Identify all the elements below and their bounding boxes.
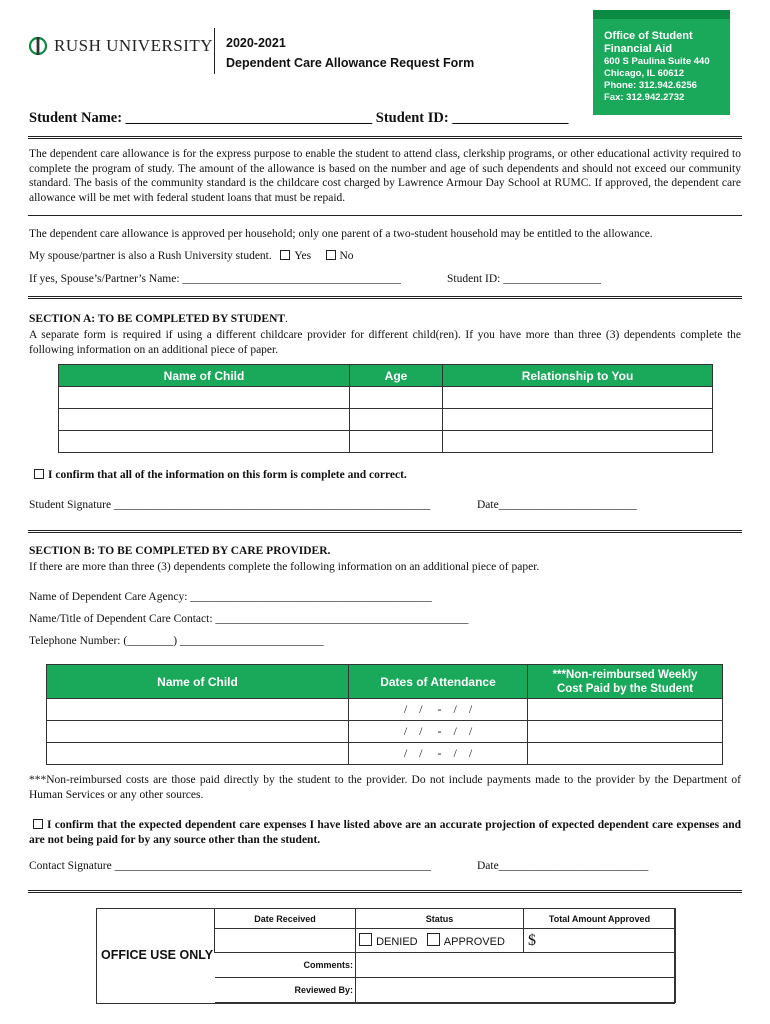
- divider: [28, 890, 742, 893]
- column-header-age: Age: [350, 365, 443, 387]
- logo-text: RUSH UNIVERSITY: [54, 36, 214, 55]
- office-phone: Phone: 312.942.6256: [604, 80, 697, 91]
- relationship-cell[interactable]: [443, 409, 713, 431]
- office-fax: Fax: 312.942.2732: [604, 92, 685, 103]
- contact-signature-field[interactable]: Contact Signature _______________________________________________________: [29, 860, 431, 872]
- table-row: [59, 387, 713, 409]
- header-divider: [214, 28, 215, 74]
- date-received-cell[interactable]: [215, 929, 356, 953]
- form-name: Dependent Care Allowance Request Form: [226, 56, 475, 70]
- table-row: [59, 431, 713, 453]
- child-name-cell[interactable]: [47, 721, 349, 743]
- child-name-cell[interactable]: [47, 699, 349, 721]
- relationship-cell[interactable]: [443, 387, 713, 409]
- denied-label: DENIED: [376, 936, 418, 948]
- section-a-title-text: SECTION A: TO BE COMPLETED BY STUDENT: [29, 313, 286, 325]
- office-address: 600 S Paulina Suite 440: [604, 56, 710, 67]
- divider: [28, 296, 742, 299]
- divider: [28, 530, 742, 533]
- spouse-question: My spouse/partner is also a Rush University student.: [29, 250, 272, 262]
- weekly-cost-cell[interactable]: [528, 699, 723, 721]
- office-name-line1: Office of Student: [604, 30, 693, 42]
- no-label: No: [339, 250, 354, 262]
- total-approved-header: Total Amount Approved: [524, 909, 676, 929]
- weekly-cost-cell[interactable]: [528, 743, 723, 765]
- section-b-confirm-row: [29, 818, 741, 847]
- section-b-confirm-text: I confirm that the expected dependent care expenses I have listed above are an accurate projection of expected dependent care expenses and are not being paid for by any source other than the student.: [29, 819, 741, 846]
- table-row: [47, 721, 723, 743]
- yes-checkbox[interactable]: [280, 250, 290, 260]
- office-name-line2: Financial Aid: [604, 43, 673, 55]
- section-a-table: [58, 364, 713, 453]
- weekly-cost-cell[interactable]: [528, 721, 723, 743]
- no-checkbox[interactable]: [326, 250, 336, 260]
- section-a-confirm-text: I confirm that all of the information on this form is complete and correct.: [48, 469, 407, 481]
- section-a-confirm-checkbox[interactable]: [34, 469, 44, 479]
- office-box-strip: [593, 10, 730, 19]
- reviewed-by-label: Reviewed By:: [215, 978, 356, 1003]
- spouse-question-row: [29, 250, 354, 262]
- agency-name-field[interactable]: Name of Dependent Care Agency: __________________________________________: [29, 591, 432, 603]
- dollar-sign: $: [528, 931, 536, 949]
- telephone-field[interactable]: Telephone Number: (________) _________________________: [29, 635, 324, 647]
- age-cell[interactable]: [350, 387, 443, 409]
- office-use-label: OFFICE USE ONLY: [101, 948, 214, 962]
- section-b-table: [46, 664, 723, 765]
- household-note: The dependent care allowance is approved per household; only one parent of a two-student household may be entitled to the allowance.: [29, 228, 653, 240]
- table-row: [47, 743, 723, 765]
- total-amount-cell[interactable]: [524, 929, 676, 953]
- child-name-cell[interactable]: [47, 743, 349, 765]
- status-header: Status: [356, 909, 524, 929]
- student-name-id-field[interactable]: Student Name: __________________________________ Student ID: ________________: [29, 110, 569, 126]
- table-row: [47, 699, 723, 721]
- column-header-dates-of-attendance: Dates of Attendance: [349, 665, 528, 699]
- yes-label: Yes: [294, 250, 312, 262]
- spouse-id-field[interactable]: Student ID: _________________: [447, 273, 601, 285]
- table-row: [59, 409, 713, 431]
- column-header-name-of-child: Name of Child: [59, 365, 350, 387]
- weekly-cost-header-line1: ***Non-reimbursed Weekly: [552, 668, 698, 681]
- section-a-title: [29, 313, 288, 325]
- age-cell[interactable]: [350, 409, 443, 431]
- section-b-text: If there are more than three (3) dependents complete the following information on an additional piece of paper.: [29, 561, 540, 573]
- weekly-cost-header-line2: Cost Paid by the Student: [556, 682, 694, 695]
- office-city: Chicago, IL 60612: [604, 68, 685, 79]
- section-a-title-period: .: [285, 313, 288, 325]
- comments-label: Comments:: [215, 953, 356, 978]
- non-reimbursed-footnote: ***Non-reimbursed costs are those paid directly by the student to the provider. Do not include payments made to the provider by the Department of Human Services or any other sources.: [29, 774, 741, 801]
- comments-field[interactable]: [356, 953, 676, 978]
- relationship-cell[interactable]: [443, 431, 713, 453]
- spouse-name-field[interactable]: If yes, Spouse’s/Partner’s Name: ______________________________________: [29, 273, 401, 285]
- section-a-confirm-row: [34, 469, 407, 481]
- divider: [28, 215, 742, 216]
- attendance-dates-cell[interactable]: / / - / /: [349, 721, 528, 743]
- rush-shield-icon: [28, 36, 48, 56]
- approved-label: APPROVED: [443, 936, 505, 948]
- office-use-table: [214, 908, 676, 1003]
- child-name-cell[interactable]: [59, 387, 350, 409]
- student-signature-field[interactable]: Student Signature _______________________________________________________: [29, 499, 431, 511]
- divider: [28, 136, 742, 139]
- approved-checkbox[interactable]: [427, 933, 440, 946]
- child-name-cell[interactable]: [59, 409, 350, 431]
- age-cell[interactable]: [350, 431, 443, 453]
- reviewed-by-field[interactable]: [356, 978, 676, 1003]
- form-title: [226, 33, 474, 73]
- column-header-name-of-child: Name of Child: [47, 665, 349, 699]
- denied-checkbox[interactable]: [359, 933, 372, 946]
- section-b-confirm-checkbox[interactable]: [33, 819, 43, 829]
- column-header-relationship: Relationship to You: [443, 365, 713, 387]
- office-contact-box: [593, 19, 730, 115]
- column-header-weekly-cost: [528, 665, 723, 699]
- child-name-cell[interactable]: [59, 431, 350, 453]
- intro-paragraph: The dependent care allowance is for the express purpose to enable the student to attend class, clerkship programs, or other educational activity required to complete the program of study. The amount of the allowance is based on the number and age of such dependents and should not exceed our community standard. The basis of the community standard is the childcare cost charged by Lawrence Armour Day School at RUMC. If approved, the dependent care allowance will be met with federal student loans that must be repaid.: [29, 148, 741, 204]
- date-received-header: Date Received: [215, 909, 356, 929]
- contact-date-field[interactable]: Date__________________________: [477, 860, 649, 872]
- status-cell: [356, 929, 524, 953]
- student-date-field[interactable]: Date________________________: [477, 499, 637, 511]
- attendance-dates-cell[interactable]: / / - / /: [349, 699, 528, 721]
- section-a-text: A separate form is required if using a different childcare provider for different child(ren). If you have more than three (3) dependents complete the following information on an additional piece of paper.: [29, 329, 741, 356]
- section-b-title: SECTION B: TO BE COMPLETED BY CARE PROVIDER.: [29, 545, 331, 557]
- contact-name-field[interactable]: Name/Title of Dependent Care Contact: ____________________________________________: [29, 613, 469, 625]
- attendance-dates-cell[interactable]: / / - / /: [349, 743, 528, 765]
- form-year: 2020-2021: [226, 36, 286, 50]
- university-logo: [28, 36, 213, 56]
